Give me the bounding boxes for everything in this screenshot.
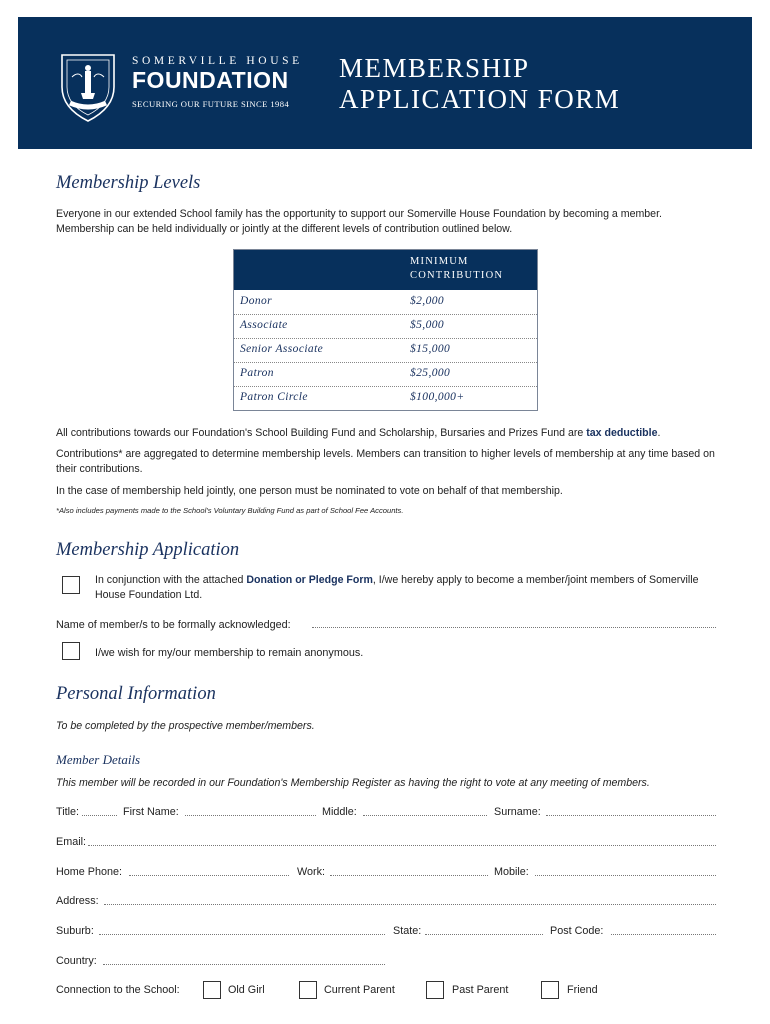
friend-checkbox[interactable] xyxy=(541,981,559,999)
address-field[interactable] xyxy=(104,904,716,905)
table-header xyxy=(234,250,537,290)
levels-intro-text: Everyone in our extended School family has the opportunity to support our Somerville House Foundation by becoming a member. Membership can be held individually or jointly at the different levels of contribution outlined below. xyxy=(56,208,662,235)
old-girl-label: Old Girl xyxy=(228,984,265,996)
table-row xyxy=(234,338,537,363)
acknowledged-name-field[interactable] xyxy=(312,627,716,628)
form-title-line2: APPLICATION FORM xyxy=(339,84,621,114)
level-amount: $100,000+ xyxy=(410,391,465,403)
friend-label: Friend xyxy=(567,984,598,996)
table-row xyxy=(234,386,537,410)
level-name: Patron Circle xyxy=(240,391,308,403)
mobile-label: Mobile: xyxy=(494,866,529,878)
level-amount: $5,000 xyxy=(410,319,445,331)
personal-information-heading: Personal Information xyxy=(56,684,216,704)
apply-text-bold: Donation or Pledge Form xyxy=(246,574,373,586)
tax-text-pre: All contributions towards our Foundation's School Building Fund and Scholarship, Bursaries and Prizes Fund are xyxy=(56,427,587,439)
form-title-line1: MEMBERSHIP xyxy=(339,53,530,83)
post-code-label: Post Code: xyxy=(550,925,604,937)
state-label: State: xyxy=(393,925,422,937)
level-name: Senior Associate xyxy=(240,343,324,355)
level-name: Donor xyxy=(240,295,273,307)
country-field[interactable] xyxy=(103,964,385,965)
past-parent-label: Past Parent xyxy=(452,984,509,996)
mobile-field[interactable] xyxy=(535,875,716,876)
level-amount: $25,000 xyxy=(410,367,451,379)
foundation-crest-logo xyxy=(56,51,120,123)
current-parent-label: Current Parent xyxy=(324,984,395,996)
home-phone-label: Home Phone: xyxy=(56,866,123,878)
suburb-label: Suburb: xyxy=(56,925,94,937)
title-field[interactable] xyxy=(82,815,117,816)
middle-name-field[interactable] xyxy=(363,815,487,816)
membership-levels-heading: Membership Levels xyxy=(56,173,201,193)
org-name-main: FOUNDATION xyxy=(132,67,289,93)
surname-field[interactable] xyxy=(546,815,716,816)
level-amount: $15,000 xyxy=(410,343,451,355)
org-name-top: SOMERVILLE HOUSE xyxy=(132,55,303,67)
past-parent-checkbox[interactable] xyxy=(426,981,444,999)
email-field[interactable] xyxy=(88,845,716,846)
current-parent-checkbox[interactable] xyxy=(299,981,317,999)
apply-text xyxy=(95,573,710,603)
anonymous-checkbox[interactable] xyxy=(62,642,80,660)
level-name: Patron xyxy=(240,367,274,379)
post-code-field[interactable] xyxy=(611,934,716,935)
work-phone-label: Work: xyxy=(297,866,325,878)
home-phone-field[interactable] xyxy=(129,875,289,876)
footnote: *Also includes payments made to the School's Voluntary Building Fund as part of School Fee Accounts. xyxy=(56,506,404,515)
header-banner xyxy=(18,17,752,149)
apply-checkbox[interactable] xyxy=(62,576,80,594)
table-row xyxy=(234,290,537,315)
suburb-field[interactable] xyxy=(99,934,385,935)
state-field[interactable] xyxy=(425,934,543,935)
surname-label: Surname: xyxy=(494,806,541,818)
table-header-line2: CONTRIBUTION xyxy=(410,270,504,281)
apply-text-pre: In conjunction with the attached xyxy=(95,574,247,586)
tax-text-post: . xyxy=(657,427,661,439)
membership-application-heading: Membership Application xyxy=(56,540,240,560)
first-name-label: First Name: xyxy=(123,806,179,818)
org-tagline: SECURING OUR FUTURE SINCE 1984 xyxy=(132,99,290,109)
country-label: Country: xyxy=(56,955,97,967)
apply-text-post: , I/we hereby apply to become a member/joint members of Somerville House Foundation Ltd. xyxy=(95,574,699,601)
title-label: Title: xyxy=(56,806,79,818)
table-row xyxy=(234,362,537,387)
joint-membership-note: In the case of membership held jointly, one person must be nominated to vote on behalf of that membership. xyxy=(56,485,563,497)
table-header-line1: MINIMUM xyxy=(410,256,469,267)
table-row xyxy=(234,314,537,339)
aggregate-note: Contributions* are aggregated to determine membership levels. Members can transition to higher levels of membership at any time based on their contributions. xyxy=(56,448,715,475)
prospective-member-note: To be completed by the prospective member/members. xyxy=(56,720,315,732)
membership-levels-table xyxy=(233,249,538,411)
work-phone-field[interactable] xyxy=(330,875,488,876)
level-amount: $2,000 xyxy=(410,295,445,307)
level-name: Associate xyxy=(240,319,288,331)
first-name-field[interactable] xyxy=(185,815,316,816)
acknowledged-name-label: Name of member/s to be formally acknowledged: xyxy=(56,619,291,631)
address-label: Address: xyxy=(56,895,99,907)
tax-deductible-note xyxy=(56,426,716,441)
register-note: This member will be recorded in our Foundation's Membership Register as having the right to vote at any meeting of members. xyxy=(56,777,650,789)
anonymous-label: I/we wish for my/our membership to remain anonymous. xyxy=(95,647,364,659)
email-label: Email: xyxy=(56,836,86,848)
old-girl-checkbox[interactable] xyxy=(203,981,221,999)
middle-name-label: Middle: xyxy=(322,806,357,818)
connection-label: Connection to the School: xyxy=(56,984,180,996)
tax-text-bold: tax deductible xyxy=(586,427,658,439)
member-details-heading: Member Details xyxy=(56,752,141,767)
